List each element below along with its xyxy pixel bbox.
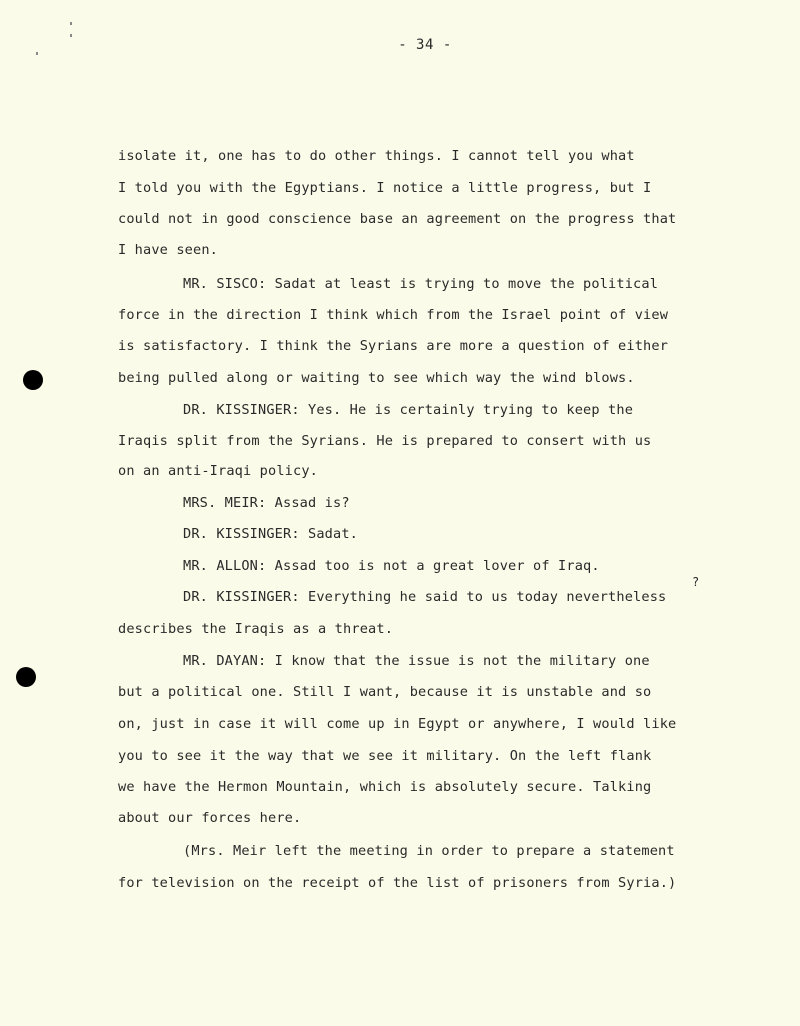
speaker-line-kissinger: DR. KISSINGER: Everything he said to us today nevertheless	[183, 589, 667, 605]
text-line: but a political one. Still I want, because it is unstable and so	[118, 684, 652, 700]
text-line: on an anti-Iraqi policy.	[118, 463, 319, 479]
speaker-line-dayan: MR. DAYAN: I know that the issue is not the military one	[183, 653, 650, 669]
paper-speck	[70, 22, 72, 25]
page-number: - 34 -	[398, 37, 452, 53]
text-line: could not in good conscience base an agreement on the progress that	[118, 211, 677, 227]
text-line: I have seen.	[118, 242, 219, 258]
text-line: I told you with the Egyptians. I notice a little progress, but I	[118, 180, 652, 196]
text-line: we have the Hermon Mountain, which is absolutely secure. Talking	[118, 779, 652, 795]
stage-direction-line: for television on the receipt of the list of prisoners from Syria.)	[118, 875, 677, 891]
punch-hole	[23, 370, 43, 390]
text-line: being pulled along or waiting to see which way the wind blows.	[118, 370, 635, 386]
handwritten-question-mark: ?	[692, 575, 700, 589]
text-line: force in the direction I think which from the Israel point of view	[118, 307, 669, 323]
speaker-line-sisco: MR. SISCO: Sadat at least is trying to move the political	[183, 276, 659, 292]
text-line: about our forces here.	[118, 810, 302, 826]
speaker-line-meir: MRS. MEIR: Assad is?	[183, 495, 350, 511]
text-line: is satisfactory. I think the Syrians are more a question of either	[118, 338, 669, 354]
text-line: Iraqis split from the Syrians. He is prepared to consert with us	[118, 433, 652, 449]
text-line: isolate it, one has to do other things. I cannot tell you what	[118, 148, 635, 164]
stage-direction-line: (Mrs. Meir left the meeting in order to prepare a statement	[183, 843, 675, 859]
text-line: describes the Iraqis as a threat.	[118, 621, 394, 637]
speaker-line-kissinger: DR. KISSINGER: Sadat.	[183, 526, 359, 542]
punch-hole	[16, 667, 36, 687]
text-line: you to see it the way that we see it military. On the left flank	[118, 748, 652, 764]
text-line: on, just in case it will come up in Egypt or anywhere, I would like	[118, 716, 677, 732]
speaker-line-allon: MR. ALLON: Assad too is not a great lover of Iraq.	[183, 558, 600, 574]
speaker-line-kissinger: DR. KISSINGER: Yes. He is certainly trying to keep the	[183, 402, 634, 418]
